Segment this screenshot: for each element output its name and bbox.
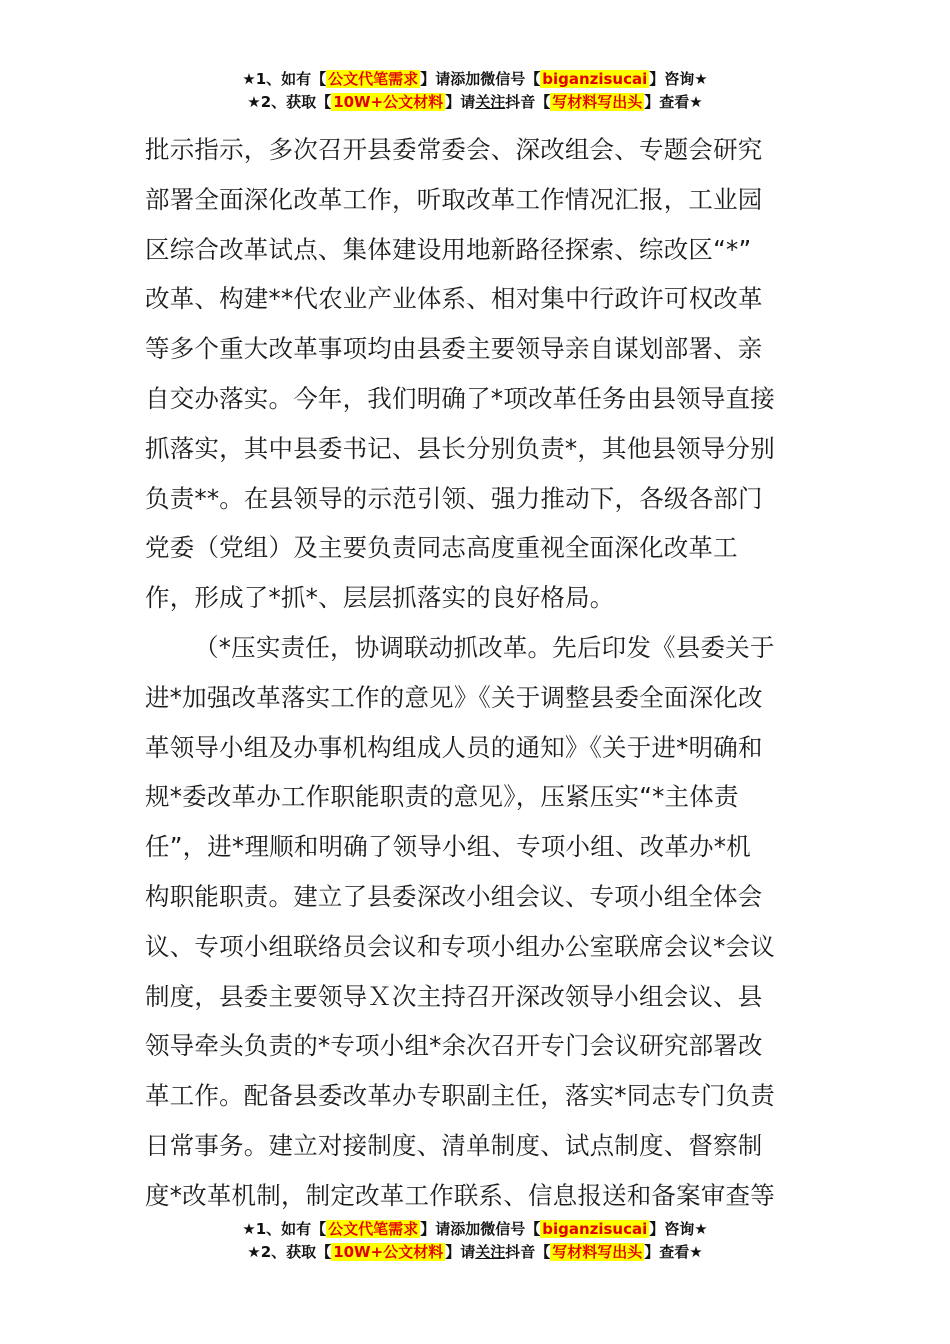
banner-highlight: 10W+公文材料 [333,1243,444,1261]
body-line: 作，形成了*抓*、层层抓落实的良好格局。 [145,583,615,613]
body-line: 领导牵头负责的*专项小组*余次召开专门会议研究部署改 [145,1031,763,1061]
banner-prefix: ★1、如有【 [242,70,327,88]
body-line: 议、专项小组联络员会议和专项小组办公室联席会议*会议 [145,931,775,961]
body-line: 区综合改革试点、集体建设用地新路径探索、综改区“*” [145,234,752,264]
banner-underlined: 关注 [475,1243,506,1261]
body-line: 抓落实，其中县委书记、县长分别负责*，其他县领导分别 [145,433,775,463]
banner-line-2 [0,91,950,114]
body-line: 进*加强改革落实工作的意见》《关于调整县委全面深化改 [145,682,763,712]
body-line: 规*委改革办工作职能职责的意见》，压紧压实“*主体责 [145,782,739,812]
banner-text: 抖音【 [505,93,551,111]
body-line: 改革、构建**代农业产业体系、相对集中行政许可权改革 [145,284,763,314]
footer-banner [0,1218,950,1264]
body-line: 日常事务。建立对接制度、清单制度、试点制度、督察制 [145,1130,763,1160]
banner-highlight: 公文代笔需求 [328,1220,419,1238]
banner-suffix: 】查看★ [644,93,703,111]
banner-suffix: 】咨询★ [649,70,708,88]
body-line: 革工作。配备县委改革办专职副主任，落实*同志专门负责 [145,1081,775,1111]
banner-highlight: 10W+公文材料 [333,93,444,111]
banner-highlight: 公文代笔需求 [328,70,419,88]
banner-text: 抖音【 [505,1243,551,1261]
body-line: 批示指示，多次召开县委常委会、深改组会、专题会研究 [145,135,763,164]
banner-text: 】请添加微信号【 [420,1220,541,1238]
body-line: 任”，进*理顺和明确了领导小组、专项小组、改革办*机 [145,832,751,862]
header-banner [0,68,950,114]
body-line: 度*改革机制，制定改革工作联系、信息报送和备案审查等 [145,1180,775,1210]
banner-line-2 [0,1241,950,1264]
body-line: 自交办落实。今年，我们明确了*项改革任务由县领导直接 [145,383,775,413]
banner-line-1 [0,1218,950,1241]
banner-prefix: ★1、如有【 [242,1220,327,1238]
banner-prefix: ★2、获取【 [247,1243,332,1261]
banner-text: 】请 [445,1243,476,1261]
body-line: 革领导小组及办事机构组成人员的通知》《关于进*明确和 [145,732,763,762]
banner-underlined: 关注 [475,93,506,111]
banner-highlight: 写材料写出头 [552,93,643,111]
body-line: 负责**。在县领导的示范引领、强力推动下，各级各部门 [145,483,763,513]
body-line: 部署全面深化改革工作，听取改革工作情况汇报，工业园 [145,184,763,214]
body-line: 制度，县委主要领导Ｘ次主持召开深改领导小组会议、县 [145,981,763,1011]
banner-suffix: 】查看★ [644,1243,703,1261]
banner-highlight: biganzisucai [542,1220,648,1238]
body-line: 构职能职责。建立了县委深改小组会议、专项小组全体会 [145,881,763,911]
banner-suffix: 】咨询★ [649,1220,708,1238]
banner-line-1 [0,68,950,91]
banner-highlight: biganzisucai [542,70,648,88]
body-line: 等多个重大改革事项均由县委主要领导亲自谋划部署、亲 [145,334,763,364]
banner-text: 】请 [445,93,476,111]
banner-prefix: ★2、获取【 [247,93,332,111]
paragraph-start-line: （*压实责任，协调联动抓改革。先后印发《县委关于 [194,632,775,662]
banner-text: 】请添加微信号【 [420,70,541,88]
body-line: 党委（党组）及主要负责同志高度重视全面深化改革工 [145,533,738,563]
banner-highlight: 写材料写出头 [552,1243,643,1261]
document-body [145,125,810,1221]
